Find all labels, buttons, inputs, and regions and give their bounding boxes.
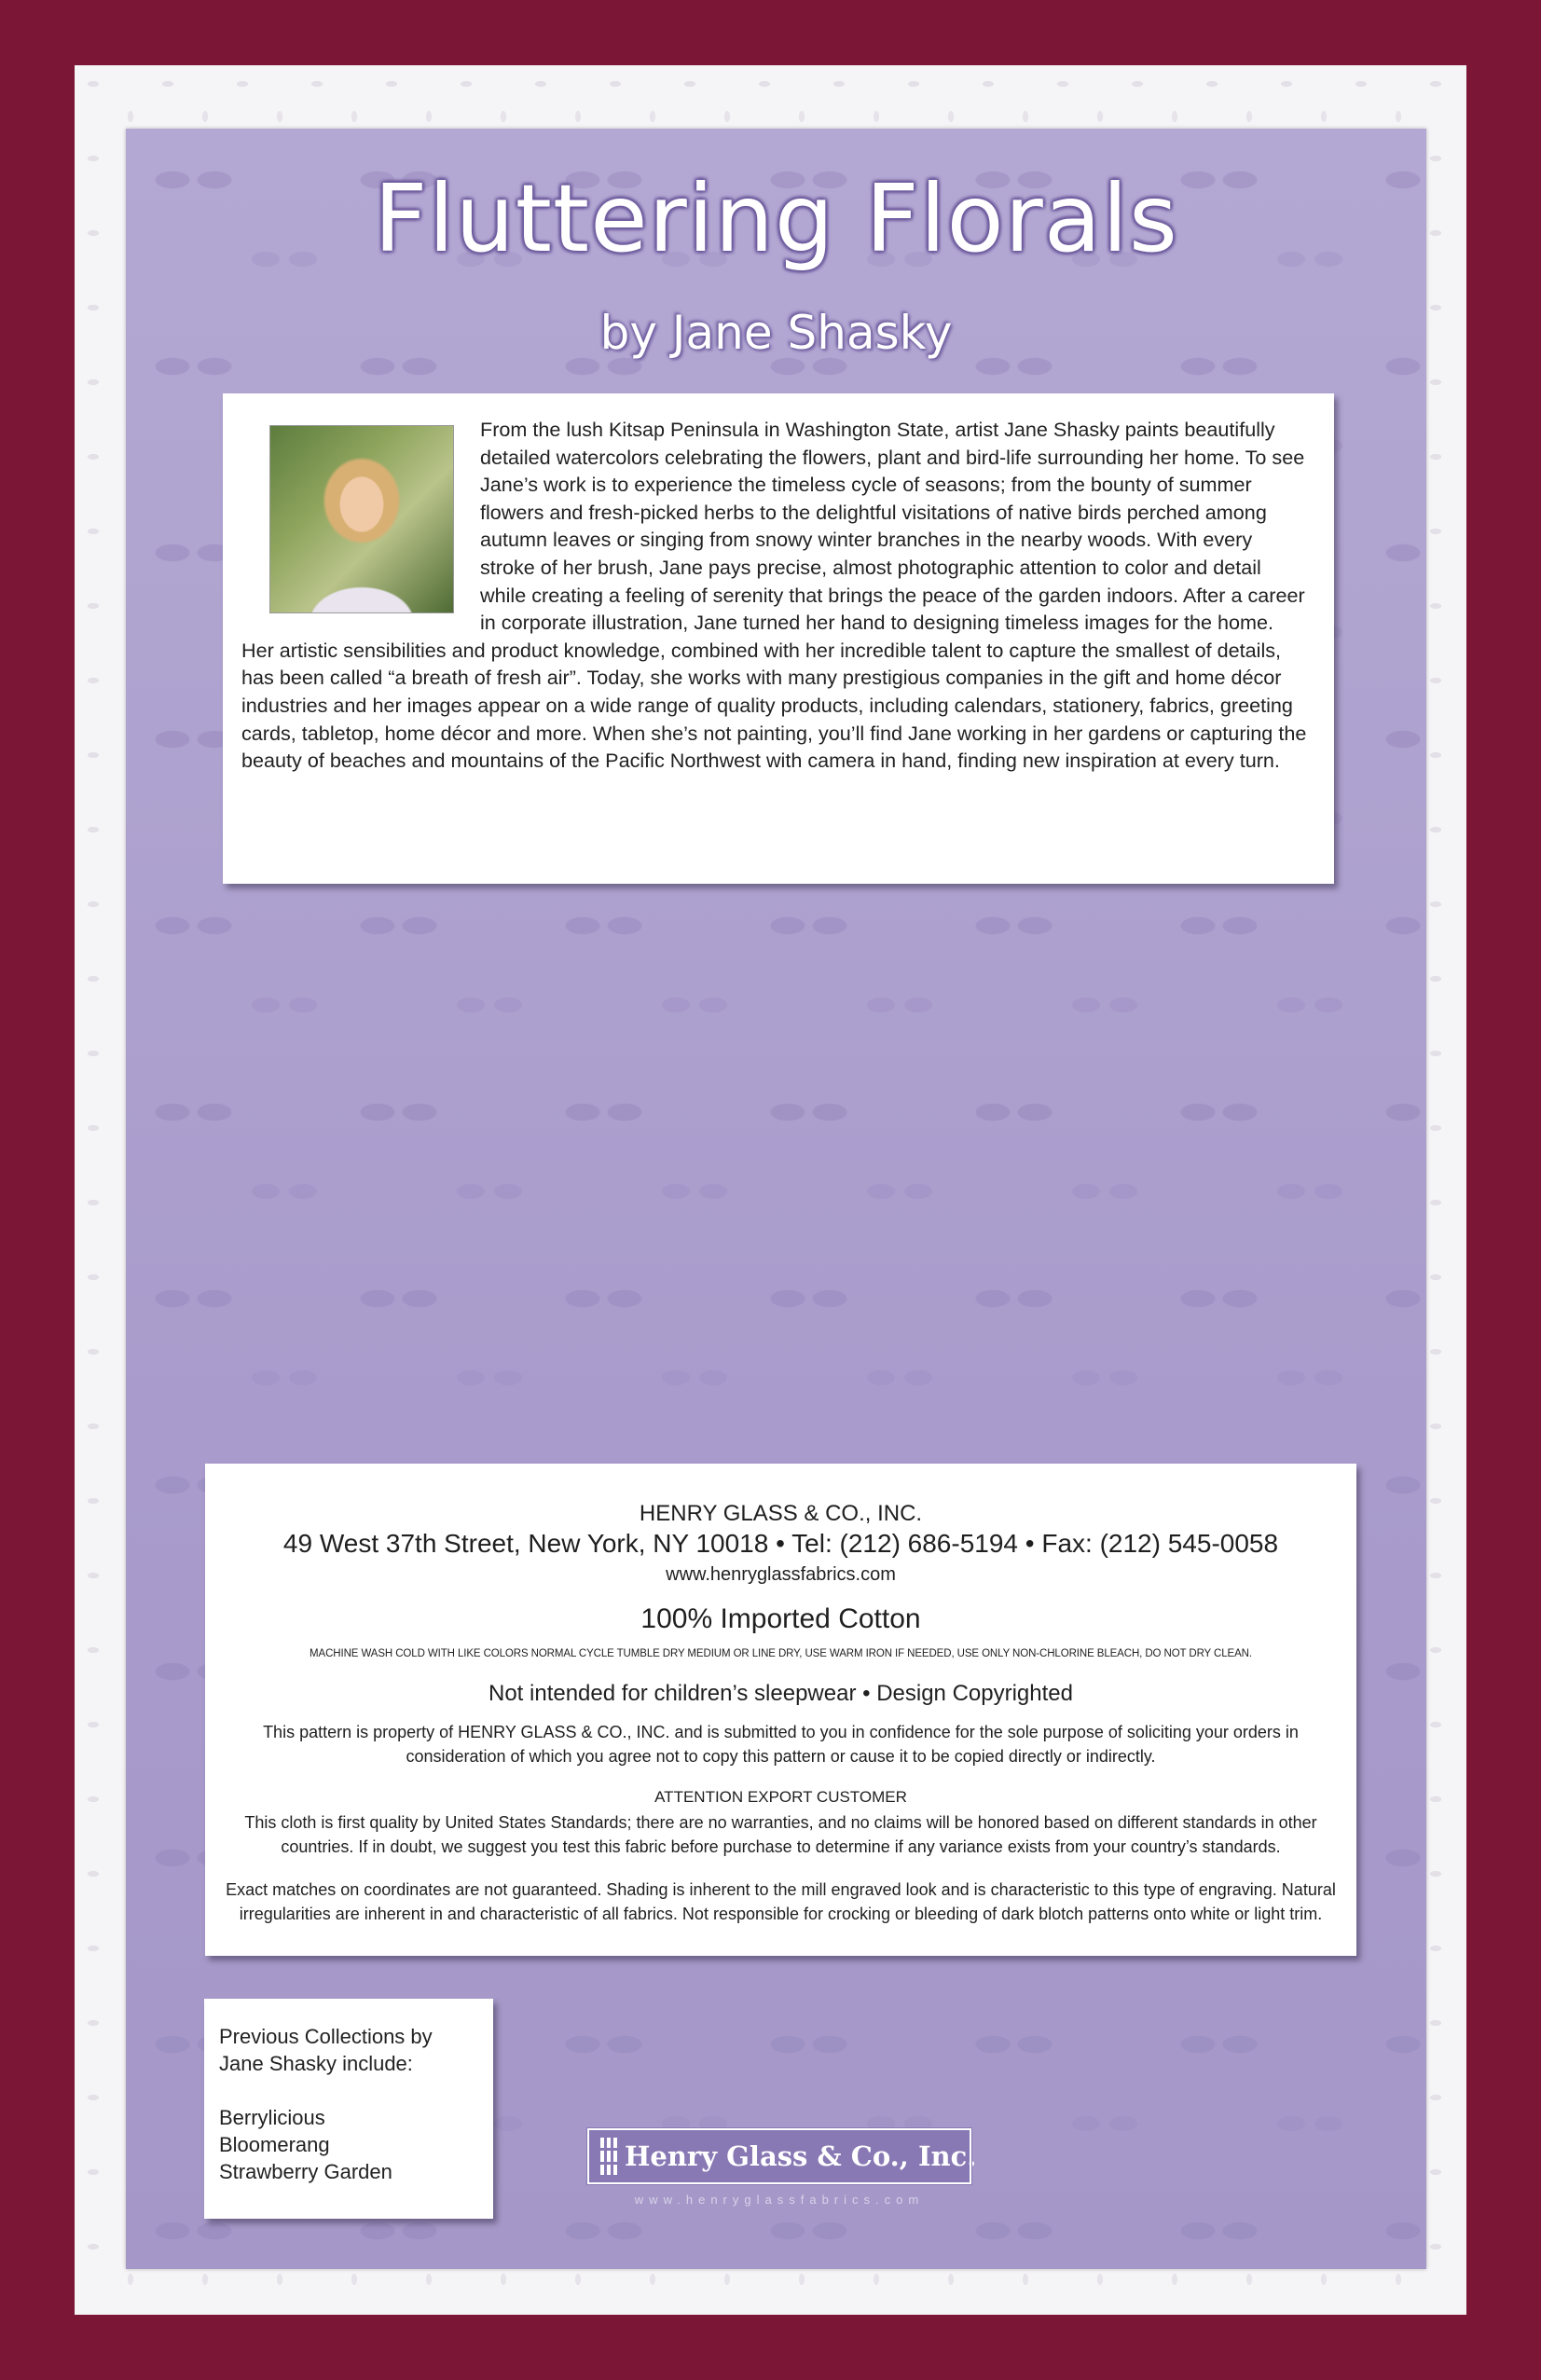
- logo-quilt-block-icon: [600, 2138, 617, 2175]
- page-byline: by Jane Shasky: [599, 306, 953, 360]
- artist-photo: [269, 425, 454, 613]
- company-info-card: [205, 1464, 1356, 1956]
- logo-website: www.henryglassfabrics.com: [634, 2193, 925, 2207]
- company-name: HENRY GLASS & CO., INC.: [639, 1501, 923, 1526]
- fiber-content: 100% Imported Cotton: [640, 1603, 921, 1634]
- list-item: Berrylicious: [219, 2106, 325, 2129]
- previous-heading-line1: Previous Collections by: [219, 2025, 433, 2048]
- previous-collections-card: [204, 1999, 493, 2219]
- matches-notice: Exact matches on coordinates are not guaranteed. Shading is inherent to the mill engraved look and is characteristic to this type of engraving. Natural irregularities are inherent in and characteristic of all fabrics. Not responsible for crocking or bleeding of dark blotch patterns onto white or light trim.: [226, 1880, 1336, 1923]
- previous-collections-list: [219, 2104, 475, 2185]
- company-address: 49 West 37th Street, New York, NY 10018 • Tel: (212) 686-5194 • Fax: (212) 545-0058: [282, 1529, 1279, 1558]
- henry-glass-logo: [587, 2128, 977, 2184]
- company-website: www.henryglassfabrics.com: [666, 1564, 896, 1585]
- page-title: Fluttering Florals: [374, 164, 1178, 273]
- artist-bio-text: From the lush Kitsap Peninsula in Washington State, artist Jane Shasky paints beautifully detailed watercolors celebrating the flowers, plant and bird-life surrounding her home. To see Jane’s work is to experience the timeless cycle of seasons; from the bounty of summer flowers and fresh-picked herbs to the delightful visitations of native birds perched among autumn leaves or singing from snowy winter branches in the nearby woods. With every stroke of her brush, Jane pays precise, almost photographic attention to color and detail while creating a feeling of serenity that brings the peace of the garden indoors. After a career in corporate illustration, Jane turned her hand to designing timeless images for the home. Her artistic sensibilities and product knowledge, combined with her incredible talent to capture the smallest of details, has been called “a breath of fresh air”. Today, she works with many prestigious companies in the gift and home décor industries and her images appear on a wide range of quality products, including calendars, stationery, fabrics, greeting cards, tabletop, home décor and more. When she’s not painting, you’ll find Jane working in her gardens or capturing the beauty of beaches and mountains of the Pacific Northwest with camera in hand, finding new inspiration at every turn.: [241, 418, 1307, 773]
- sleepwear-notice: Not intended for children’s sleepwear • Design Copyrighted: [488, 1681, 1073, 1706]
- previous-heading-line2: Jane Shasky include:: [219, 2052, 413, 2075]
- property-notice: This pattern is property of HENRY GLASS & CO., INC. and is submitted to you in confidence for the sole purpose of soliciting your orders in consideration of which you agree not to copy this pattern or cause it to be copied directly or indirectly.: [263, 1723, 1299, 1766]
- care-instructions: MACHINE WASH COLD WITH LIKE COLORS NORMAL CYCLE TUMBLE DRY MEDIUM OR LINE DRY, USE WARM IRON IF NEEDED, USE ONLY NON-CHLORINE BLEACH, DO NOT DRY CLEAN.: [310, 1648, 1252, 1659]
- logo-company-name: Henry Glass & Co., Inc.: [625, 2140, 977, 2172]
- artist-bio-card: [223, 393, 1334, 884]
- list-item: Strawberry Garden: [219, 2160, 392, 2183]
- lavender-butterfly-panel: [126, 129, 1426, 2269]
- export-heading: ATTENTION EXPORT CUSTOMER: [654, 1788, 907, 1806]
- list-item: Bloomerang: [219, 2133, 330, 2156]
- export-notice: This cloth is first quality by United States Standards; there are no warranties, and no claims will be honored based on different standards in other countries. If in doubt, we suggest you test this fabric before purchase to determine if any variance exists from your country’s standards.: [244, 1813, 1317, 1856]
